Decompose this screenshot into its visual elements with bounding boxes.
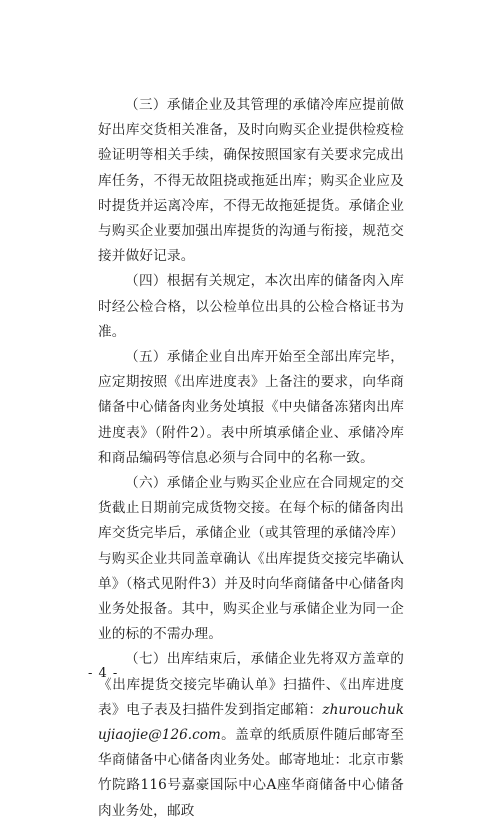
paragraph-7 bbox=[98, 647, 404, 823]
paragraph-7-text-after-email: 。盖章的纸质原件随后邮寄至华商储备中心储备肉业务处。邮寄地址：北京市紫竹院路116号嘉豪国际中心A座华商储备中心储备肉业务处，邮政 bbox=[98, 727, 404, 819]
paragraph-7-text-before-email: （七）出库结束后，承储企业先将双方盖章的《出库提货交接完毕确认单》扫描件、《出库进度表》电子表及扫描件发到指定邮箱： bbox=[98, 651, 404, 718]
paragraph-3: （三）承储企业及其管理的承储冷库应提前做好出库交货相关准备，及时向购买企业提供检疫检验证明等相关手续，确保按照国家有关要求完成出库任务，不得无故阻挠或拖延出库；购买企业应及时提货并运离冷库，不得无故拖延提货。承储企业与购买企业要加强出库提货的沟通与衔接，规范交接并做好记录。 bbox=[98, 97, 404, 265]
paragraph-6: （六）承储企业与购买企业应在合同规定的交货截止日期前完成货物交接。在每个标的储备肉出库交货完毕后，承储企业（或其管理的承储冷库）与购买企业共同盖章确认《出库提货交接完毕确认单》（格式见附件3）并及时向华商储备中心储备肉业务处报备。其中，购买企业与承储企业为同一企业的标的不需办理。 bbox=[98, 475, 404, 643]
paragraph-4: （四）根据有关规定，本次出库的储备肉入库时经公检合格，以公检单位出具的公检合格证书为准。 bbox=[98, 273, 404, 340]
email-address[interactable]: zhurouchukujiaojie@126.com bbox=[98, 701, 404, 744]
paragraph-5: （五）承储企业自出库开始至全部出库完毕，应定期按照《出库进度表》上备注的要求，向华商储备中心储备肉业务处填报《中央储备冻猪肉出库进度表》（附件2）。表中所填承储企业、承储冷库和商品编码等信息必须与合同中的名称一致。 bbox=[98, 349, 404, 466]
page-number: - 4 - bbox=[88, 666, 119, 681]
document-body bbox=[98, 93, 404, 824]
